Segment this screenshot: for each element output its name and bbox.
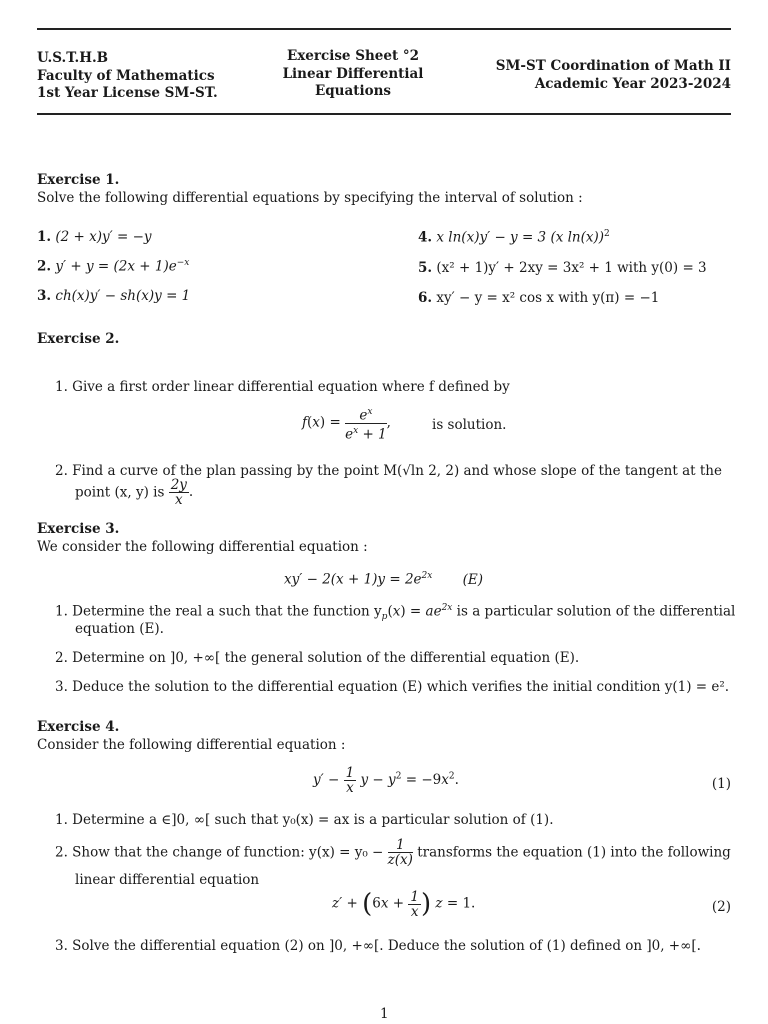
header-level: 1st Year License SM-ST.: [37, 85, 218, 101]
header-topic-1: Linear Differential: [282, 65, 424, 82]
ex4-question-2-line-1: 2. Show that the change of function: y(x) = y₀ − $\frac{1}{z(x)}$ transforms the equation (1) into the following: [55, 837, 731, 868]
header-topic-2: Equations: [314, 83, 392, 99]
header-right: [496, 58, 731, 93]
exercise-1-intro: Solve the following differential equations by specifying the interval of solution :: [37, 190, 583, 206]
header-sheet-title: Exercise Sheet °2: [286, 48, 420, 64]
header-center: [270, 48, 436, 101]
exercise-1-title: Exercise 1.: [37, 172, 120, 188]
ex2-question-2-line-2: point (x, y) is $\frac{2y}{x}$ .: [75, 477, 194, 508]
ex2-question-1-tail: is solution.: [432, 417, 507, 433]
header-academic-year: Academic Year 2023-2024: [534, 75, 731, 92]
exercise-3-intro: We consider the following differential equation :: [37, 539, 368, 555]
ex4-fraction-2: $\frac{1}{x}$: [410, 888, 419, 920]
ex4-question-3: 3. Solve the differential equation (2) on ]0, +∞[. Deduce the solution of (1) defined on ]0, +∞[.: [55, 938, 701, 954]
bottom-rule: [37, 113, 731, 115]
ex2-function-equation: f(x) = $\frac{e^x}{e^x + 1}$ ,: [302, 407, 391, 442]
ex3-question-1-line-2: equation (E).: [75, 621, 164, 637]
header-faculty: Faculty of Mathematics: [37, 67, 215, 84]
exercise-2-title: Exercise 2.: [37, 331, 120, 347]
exercise-3-title: Exercise 3.: [37, 521, 120, 537]
ex4-equation-number-1: (1): [711, 776, 731, 792]
ex4-question-2-line-2: linear differential equation: [75, 872, 260, 888]
ex2-question-2-line-1: 2. Find a curve of the plan passing by the point M(√ln 2, 2) and whose slope of the tangent at the: [55, 463, 722, 479]
top-rule: [37, 28, 731, 30]
ex4-fraction-1-over-x: $\frac{1}{x}$: [345, 765, 355, 796]
ex2-slope-fraction: $\frac{2y}{x}$: [170, 477, 187, 508]
exercise-4-title: Exercise 4.: [37, 719, 120, 735]
header-coordination: SM-ST Coordination of Math II: [495, 58, 731, 74]
ex1-item-6: 6. xy′ − y = x² cos x with y(π) = −1: [418, 290, 660, 306]
ex1-item-2: 2. $y' + y = (2x + 1)e^{-x}$: [37, 258, 190, 275]
header-left: [37, 50, 218, 103]
ex3-question-2: 2. Determine on ]0, +∞[ the general solution of the differential equation (E).: [55, 650, 580, 666]
page-number: 1: [380, 1006, 389, 1022]
ex1-item-4: 4. x ln(x)y′ − y = 3 (x ln(x))$^2$: [418, 229, 610, 246]
ex4-equation-number-2: (2): [711, 899, 731, 915]
exercise-4-intro: Consider the following differential equation :: [37, 737, 346, 753]
header-university: U.S.T.H.B: [37, 50, 109, 66]
ex3-equation: $xy' - 2(x + 1)y = 2e^{2x}$ (E): [284, 571, 484, 588]
ex4-change-fraction: $\frac{1}{z(x)}$: [387, 837, 413, 868]
ex4-question-1: 1. Determine a ∈]0, ∞[ such that y₀(x) = ax is a particular solution of (1).: [55, 812, 554, 828]
ex4-equation-1: y′ − $\frac{1}{x}$ $y - y^2 = -9x^2$.: [313, 765, 459, 796]
ex3-question-3: 3. Deduce the solution to the differential equation (E) which verifies the initial condition y(1) = e².: [55, 679, 730, 695]
ex2-question-1: 1. Give a first order linear differential equation where f defined by: [55, 379, 510, 395]
ex3-question-1-line-1: 1. Determine the real a such that the function $y_p(x) = ae^{2x}$ is a particular solution of the differential: [55, 603, 736, 623]
ex1-item-5: 5. (x² + 1)y′ + 2xy = 3x² + 1 with y(0) = 3: [418, 260, 707, 276]
ex1-item-3: 3. ch(x)y′ − sh(x)y = 1: [37, 288, 191, 304]
ex2-fraction: $\frac{e^x}{e^x + 1}$: [345, 407, 387, 442]
ex4-equation-2: z′ + (6x + $\frac{1}{x}$ ) z = 1.: [332, 888, 476, 920]
ex1-item-1: 1. (2 + x)y′ = −y: [37, 229, 152, 245]
